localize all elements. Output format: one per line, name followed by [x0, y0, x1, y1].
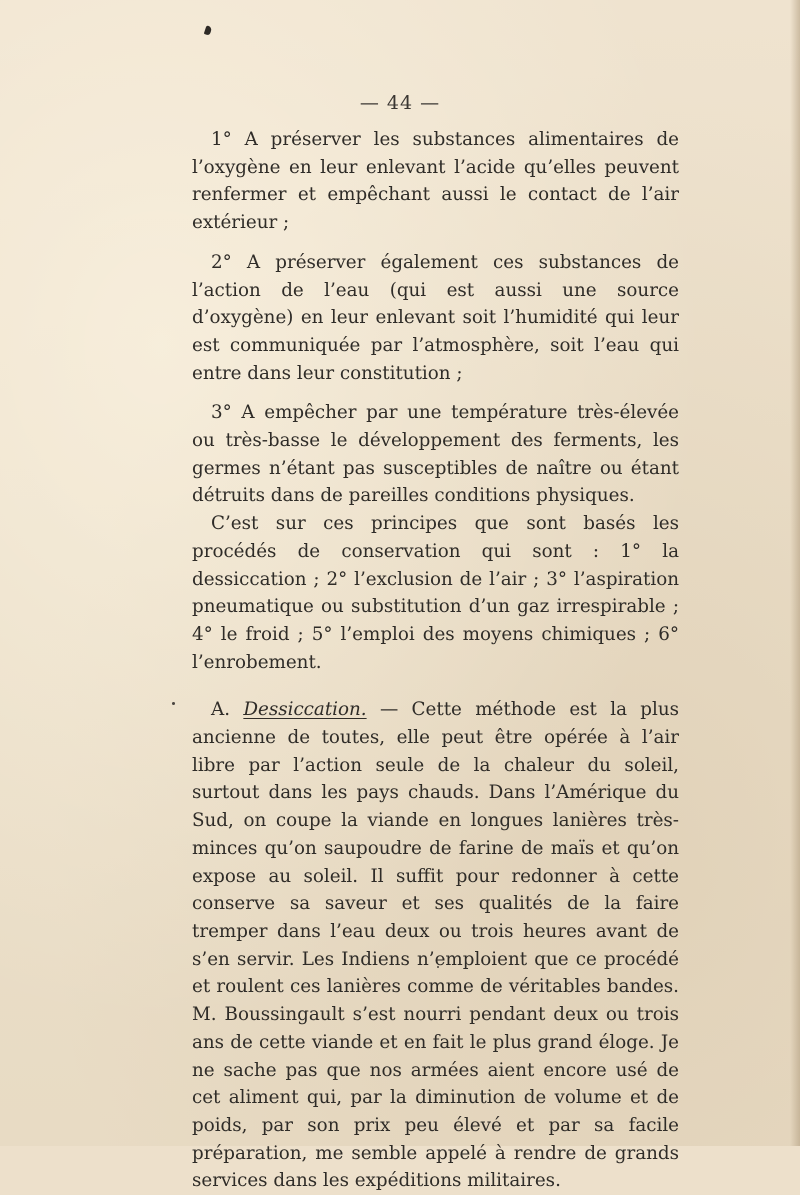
paragraph-4: C’est sur ces principes que sont basés les procédés de conservation qui sont : 1° la dessiccation ; 2° l’exclusion de l’air ; 3° l’aspiration pneumatique ou substitution d’un gaz irrespirable ; 4° le froid ; 5° l’emploi des moyens chimiques ; 6° l’enrobement.	[192, 513, 679, 673]
page-number: — 44 —	[359, 92, 441, 114]
section-heading: Dessiccation.	[243, 699, 367, 721]
paragraph-2: 2° A préserver également ces substances de l’action de l’eau (qui est aussi une source d’oxygène) en leur enlevant soit l’humidité qui leur est communiquée par l’atmosphère, soit l’eau qui entre dans leur constitution ;	[192, 251, 679, 384]
body-text	[192, 126, 679, 1195]
section-body: — Cette méthode est la plus ancienne de toutes, elle peut être opérée à l’air libre par l’action seule de la chaleur du soleil, surtout dans les pays chauds. Dans l’Amérique du Sud, on coupe la viande en longues lanières très-minces qu’on saupoudre de farine de maïs et qu’on expose au soleil. Il suffit pour redonner à cette conserve sa saveur et ses qualités de la faire tremper dans l’eau deux ou trois heures avant de s’en servir. Les Indiens n’emploient que ce procédé et roulent ces lanières comme de véritables bandes. M. Boussingault s’est nourri pendant deux ou trois ans de cette viande et en fait le plus grand éloge. Je ne sache pas que nos armées aient encore usé de cet aliment qui, par la diminution de volume et de poids, par son prix peu élevé et par sa facile préparation, me semble appelé à rendre de grands services dans les expéditions militaires.	[192, 699, 680, 1192]
ink-stain	[204, 25, 212, 35]
paragraph-1: 1° A préserver les substances alimentaires de l’oxygène en leur enlevant l’acide qu’elles peuvent renfermer et empêchant aussi le contact de l’air extérieur ;	[192, 129, 679, 234]
paragraph-5	[192, 696, 679, 1195]
section-letter: A.	[211, 699, 244, 721]
paragraph-3: 3° A empêcher par une température très-élevée ou très-basse le développement des ferments, les germes n’étant pas susceptibles de naître ou étant détruits dans de pareilles conditions physiques.	[192, 402, 679, 507]
page-edge-shadow	[790, 0, 800, 1146]
speck-mark	[172, 702, 175, 705]
